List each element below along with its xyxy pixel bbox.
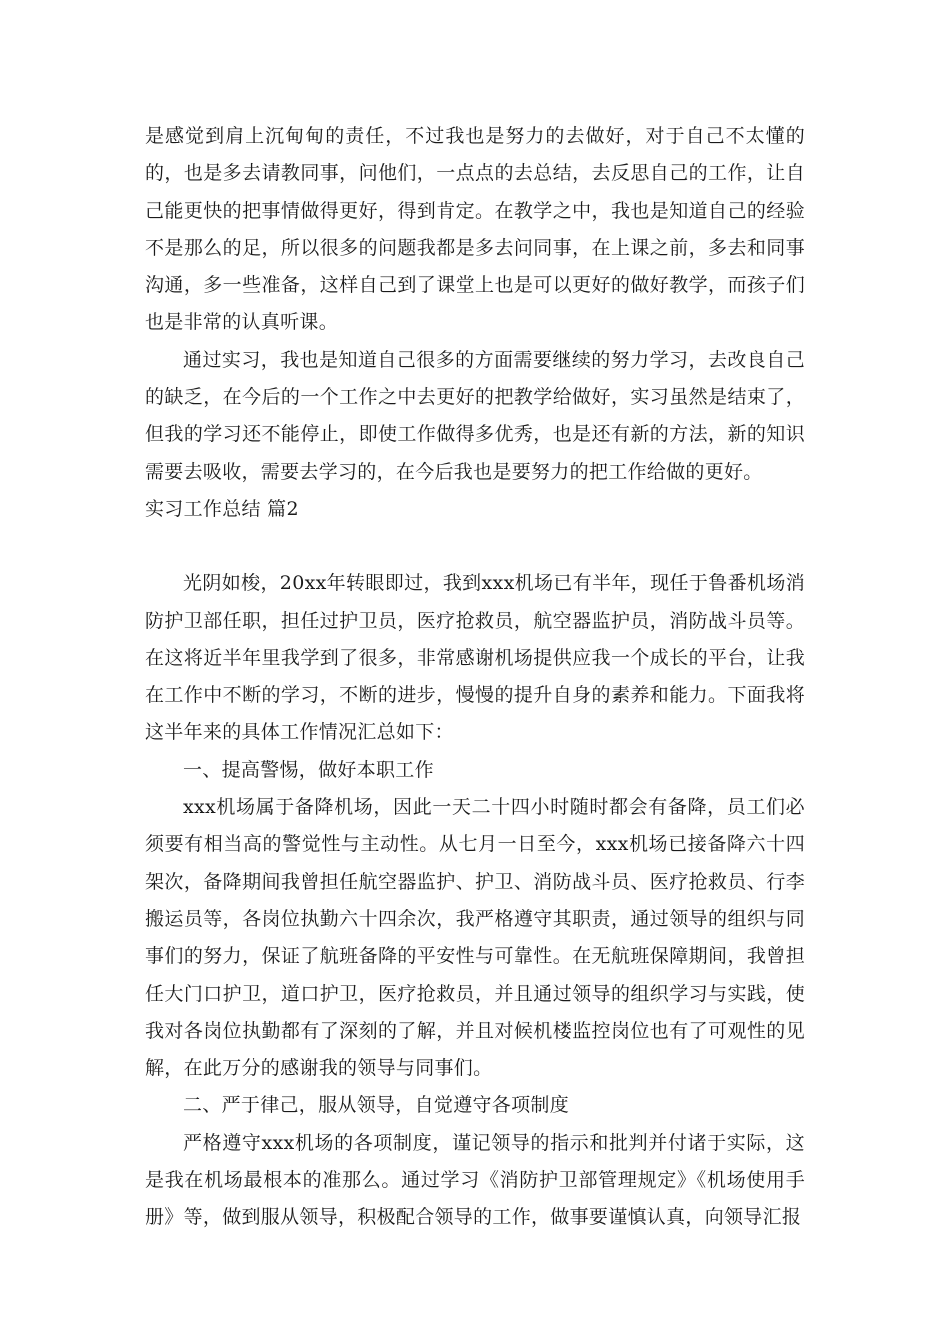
blank-line <box>145 528 805 565</box>
paragraph: 通过实习，我也是知道自己很多的方面需要继续的努力学习，去改良自己的缺乏，在今后的一个工作之中去更好的把教学给做好，实习虽然是结束了，但我的学习还不能停止，即使工作做得多优秀，也是还有新的方法，新的知识需要去吸收，需要去学习的，在今后我也是要努力的把工作给做的更好。 <box>145 348 805 483</box>
paragraph: 是感觉到肩上沉甸甸的责任，不过我也是努力的去做好，对于自己不太懂的的，也是多去请教同事，问他们，一点点的去总结，去反思自己的工作，让自己能更快的把事情做得更好，得到肯定。在教学之中，我也是知道自己的经验不是那么的足，所以很多的问题我都是多去问同事，在上课之前，多去和同事沟通，多一些准备，这样自己到了课堂上也是可以更好的做好教学，而孩子们也是非常的认真听课。 <box>145 125 805 334</box>
paragraph: xxx机场属于备降机场，因此一天二十四小时随时都会有备降，员工们必须要有相当高的警觉性与主动性。从七月一日至今，xxx机场已接备降六十四架次，备降期间我曾担任航空器监护、护卫、消防战斗员、医疗抢救员、行李搬运员等，各岗位执勤六十四余次，我严格遵守其职责，通过领导的组织与同事们的努力，保证了航班备降的平安性与可靠性。在无航班保障期间，我曾担任大门口护卫，道口护卫，医疗抢救员，并且通过领导的组织学习与实践，使我对各岗位执勤都有了深刻的了解，并且对候机楼监控岗位也有了可观性的见解，在此万分的感谢我的领导与同事们。 <box>145 796 805 1080</box>
subheading: 一、提高警惕，做好本职工作 <box>183 758 434 781</box>
subheading: 二、严于律己，服从领导，自觉遵守各项制度 <box>183 1094 570 1117</box>
paragraph: 光阴如梭，20xx年转眼即过，我到xxx机场已有半年，现任于鲁番机场消防护卫部任职，担任过护卫员，医疗抢救员，航空器监护员，消防战斗员等。在这将近半年里我学到了很多，非常感谢机场提供应我一个成长的平台，让我在工作中不断的学习，不断的进步，慢慢的提升自身的素养和能力。下面我将这半年来的具体工作情况汇总如下： <box>145 572 805 744</box>
section-title: 实习工作总结 篇2 <box>145 497 299 520</box>
document-body <box>145 118 805 1237</box>
paragraph: 严格遵守xxx机场的各项制度，谨记领导的指示和批判并付诸于实际，这是我在机场最根本的准那么。通过学习《消防护卫部管理规定》《机场使用手册》等，做到服从领导，积极配合领导的工作，做事要谨慎认真，向领导汇报 <box>145 1131 805 1229</box>
